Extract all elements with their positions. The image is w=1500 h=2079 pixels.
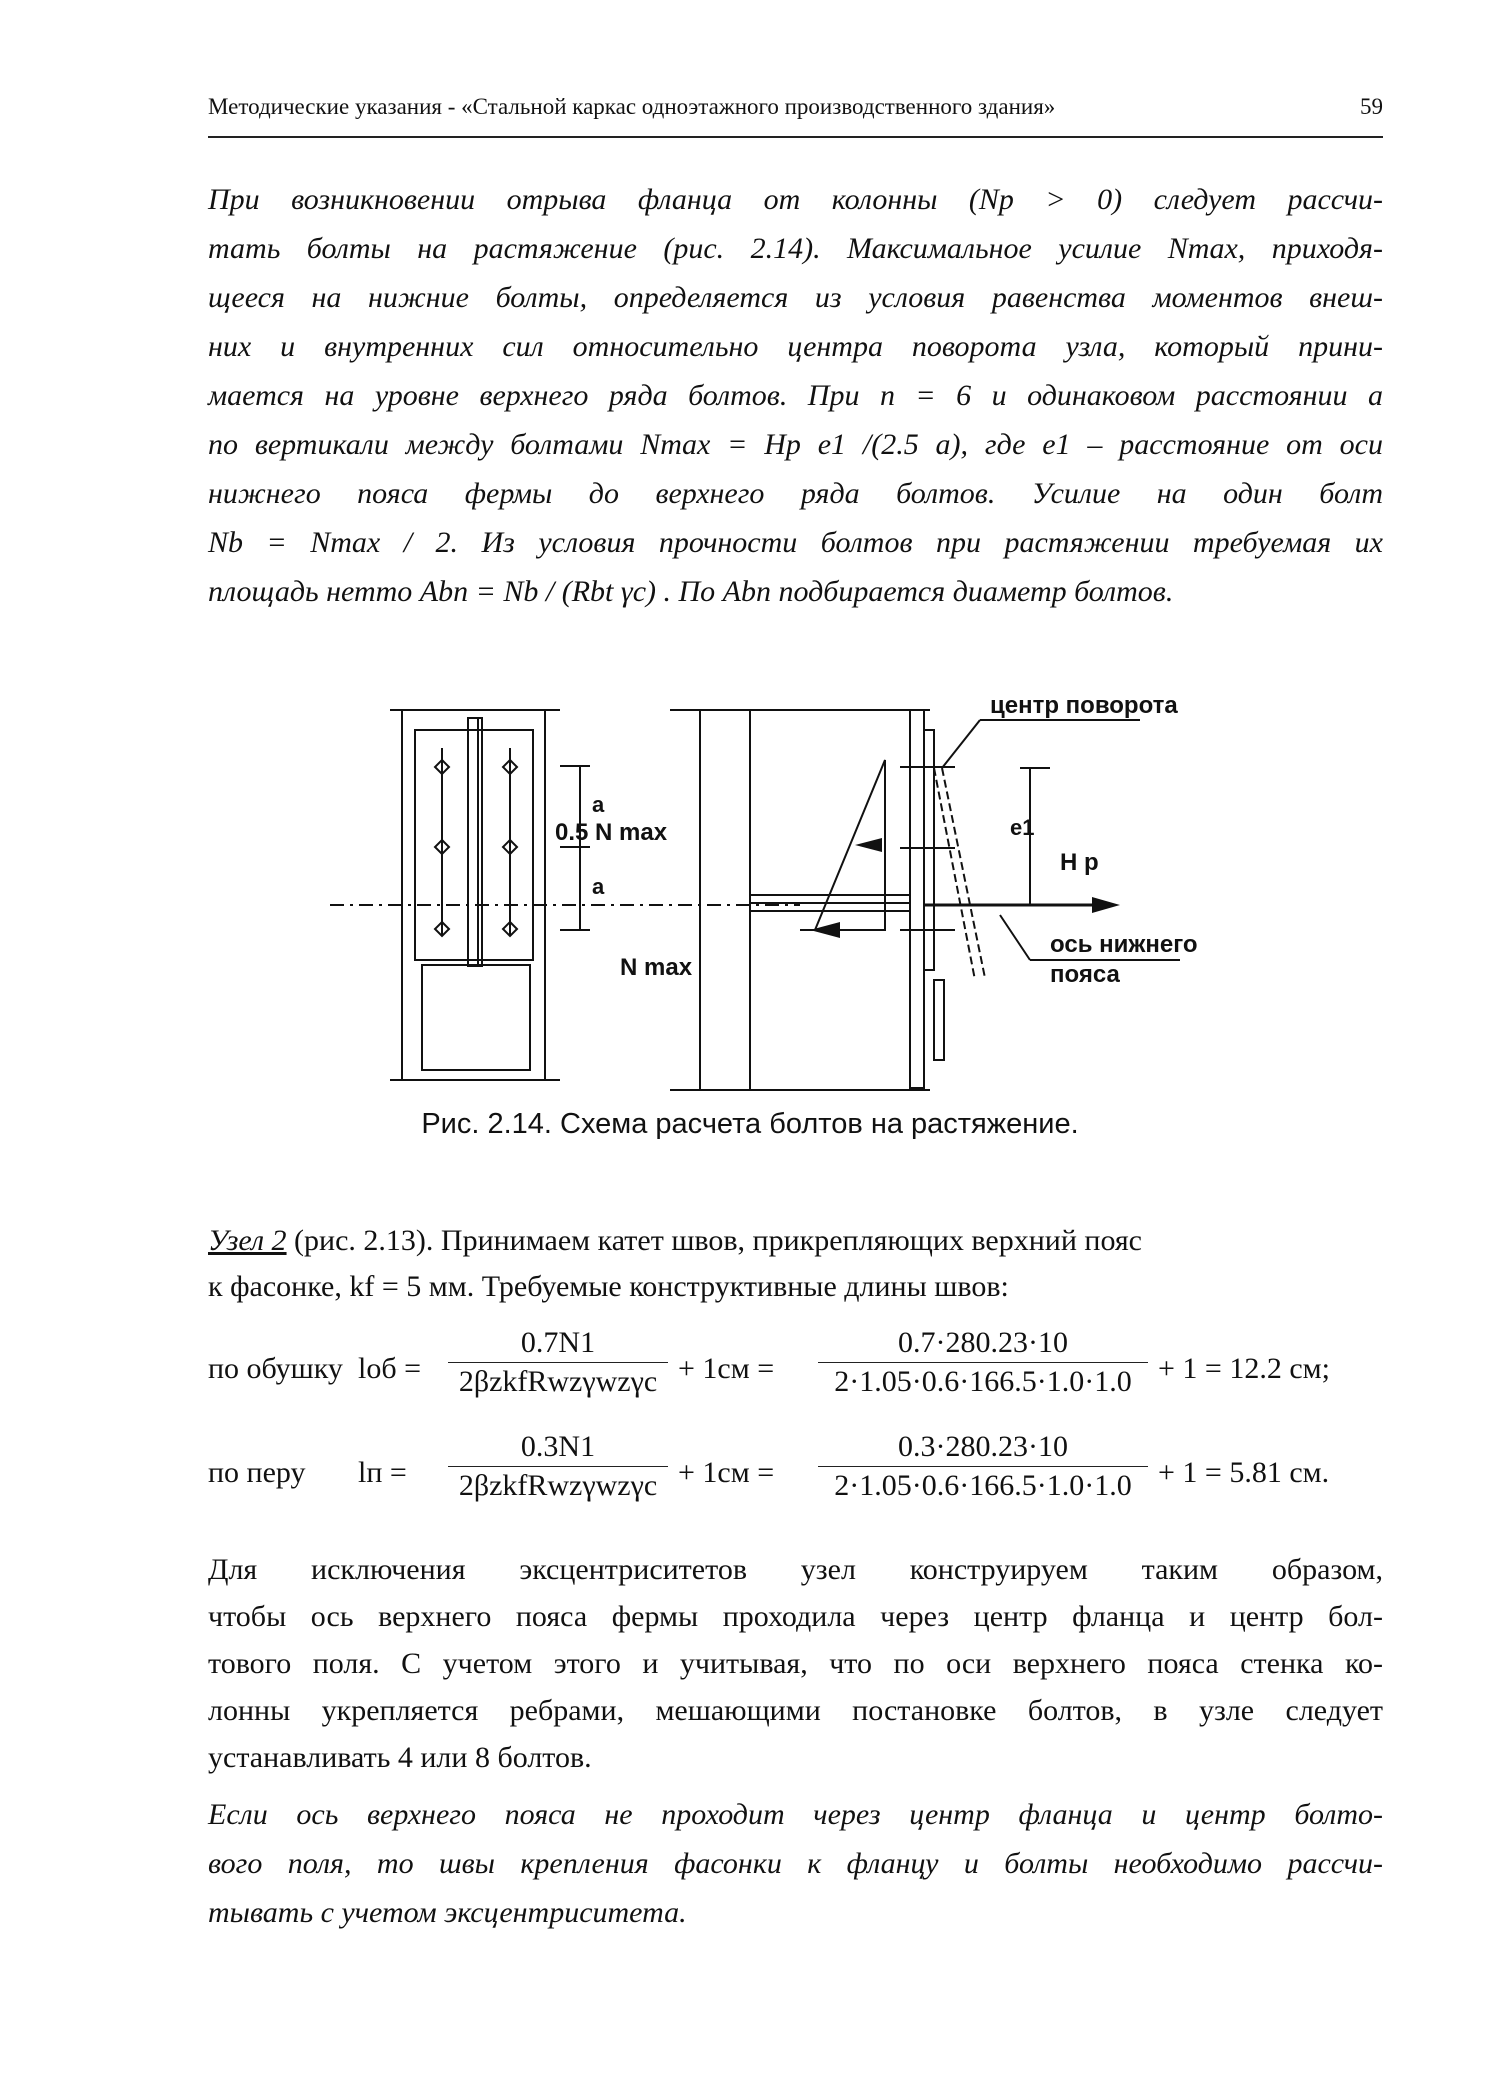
text-line: устанавливать 4 или 8 болтов. xyxy=(208,1741,592,1774)
text-line: вого поля, то швы крепления фасонки к фланцу и болты необходимо рассчи- xyxy=(208,1847,1383,1880)
label-center-rotation: центр поворота xyxy=(990,692,1178,719)
formula-label: по перу xyxy=(208,1456,306,1489)
support-table xyxy=(422,965,530,1070)
text-line: Для исключения эксцентриситетов узел конструируем таким образом, xyxy=(208,1553,1383,1586)
text-line: тать болты на растяжение (рис. 2.14). Максимальное усилие Nmax, приходя- xyxy=(208,232,1383,265)
figure-caption: Рис. 2.14. Схема расчета болтов на растяжение. xyxy=(421,1108,1079,1140)
label-a-upper: a xyxy=(592,792,605,817)
header-title: Методические указания - «Стальной каркас одноэтажного производственного здания» xyxy=(208,94,1056,119)
formula-numeric-fraction: 0.7·280.23·10 2·1.05·0.6·166.5·1.0·1.0 xyxy=(818,1326,1148,1399)
paragraph-bolts-tension xyxy=(208,175,1383,616)
text-line: мается на уровне верхнего ряда болтов. При n = 6 и одинаковом расстоянии а xyxy=(208,379,1383,412)
formula-pero xyxy=(208,1430,1383,1522)
formula-result: + 1 = 12.2 см; xyxy=(1158,1352,1330,1385)
formula-result: + 1 = 5.81 см. xyxy=(1158,1456,1330,1489)
label-axis-line1: ось нижнего xyxy=(1050,931,1198,958)
formula-fraction: 0.3N1 2βzkfRwzγwzγc xyxy=(448,1430,668,1503)
hp-arrow-head xyxy=(1092,897,1120,913)
text-line: них и внутренних сил относительно центра поворота узла, который прини- xyxy=(208,330,1383,363)
formula-symbol: lп = xyxy=(358,1456,407,1489)
label-axis-line2: пояса xyxy=(1050,961,1120,988)
label-05nmax: 0.5 N max xyxy=(555,819,668,846)
formula-numeric-fraction: 0.3·280.23·10 2·1.05·0.6·166.5·1.0·1.0 xyxy=(818,1430,1148,1503)
bolt-grid xyxy=(435,748,517,936)
text-line: Если ось верхнего пояса не проходит через центр фланца и центр болто- xyxy=(208,1798,1383,1831)
bolt-tension-diagram xyxy=(330,680,1310,1105)
page-number: 59 xyxy=(1360,94,1383,119)
text-line: по вертикали между болтами Nmax = Hp e1 /(2.5 a), где e1 – расстояние от оси xyxy=(208,428,1383,461)
label-nmax: N max xyxy=(620,954,693,981)
formula-obushok xyxy=(208,1326,1383,1418)
paragraph-eccentricity xyxy=(208,1546,1383,1781)
label-hp: H p xyxy=(1060,849,1099,876)
paragraph-node2 xyxy=(208,1218,1383,1310)
node-heading: Узел 2 xyxy=(208,1224,287,1257)
text-line: тового поля. С учетом этого и учитывая, что по оси верхнего пояса стенка ко- xyxy=(208,1647,1383,1680)
text-line: Узел 2 (рис. 2.13). Принимаем катет швов, прикрепляющих верхний пояс xyxy=(208,1224,1143,1257)
text-line: щееся на нижние болты, определяется из условия равенства моментов внеш- xyxy=(208,281,1383,314)
label-a-lower: a xyxy=(592,874,605,899)
text-line: Nb = Nmax / 2. Из условия прочности болтов при растяжении требуемая их xyxy=(208,526,1383,559)
text-line: нижнего пояса фермы до верхнего ряда болтов. Усилие на один болт xyxy=(208,477,1383,510)
formula-symbol: lоб = xyxy=(358,1352,422,1385)
text-line: лонны укрепляется ребрами, мешающими постановке болтов, в узле следует xyxy=(208,1694,1383,1727)
text-line: площадь нетто Abn = Nb / (Rbt γc) . По Abn подбирается диаметр болтов. xyxy=(208,575,1174,608)
header-rule xyxy=(208,136,1383,138)
paragraph-eccentric-axis xyxy=(208,1790,1383,1937)
formula-plus: + 1см = xyxy=(678,1456,775,1489)
formula-plus: + 1см = xyxy=(678,1352,775,1385)
nmax-arrow-head xyxy=(810,922,840,938)
text-line: При возникновении отрыва фланца от колонны (Nр > 0) следует рассчи- xyxy=(208,183,1383,216)
text-line: чтобы ось верхнего пояса фермы проходила через центр фланца и центр бол- xyxy=(208,1600,1383,1633)
text-line: тывать с учетом эксцентриситета. xyxy=(208,1896,687,1929)
text-line: к фасонке, kf = 5 мм. Требуемые конструктивные длины швов: xyxy=(208,1270,1009,1303)
formula-label: по обушку xyxy=(208,1352,343,1385)
formula-fraction: 0.7N1 2βzkfRwzγwzγc xyxy=(448,1326,668,1399)
label-e1: e1 xyxy=(1010,815,1035,840)
gusset-plate xyxy=(468,718,482,966)
